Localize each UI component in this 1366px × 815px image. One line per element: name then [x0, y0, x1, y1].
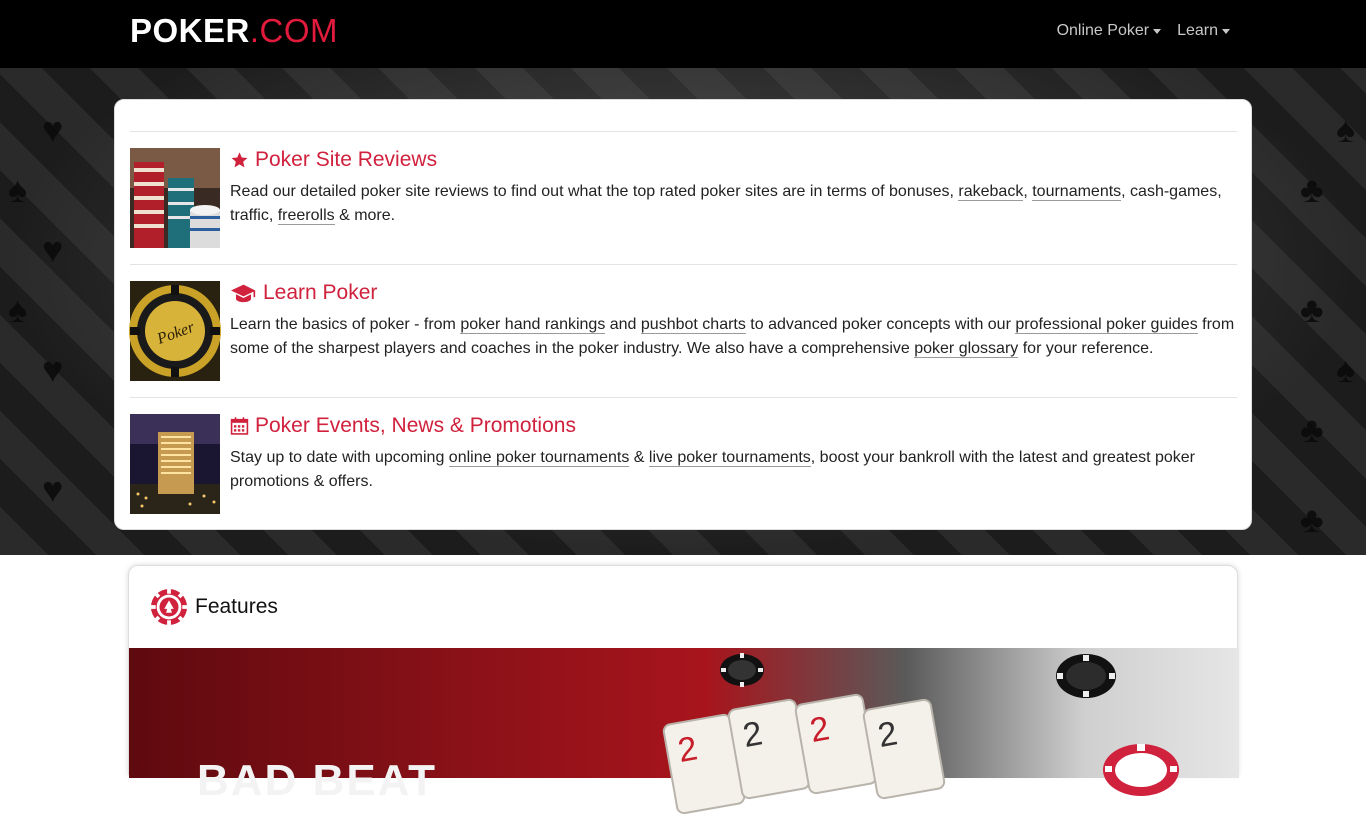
heart-suit-icon: ♥ [42, 229, 64, 270]
card-rank: 2 [675, 729, 701, 770]
text-segment: & more. [334, 207, 396, 224]
features-card [128, 565, 1238, 805]
heart-suit-icon: ♥ [42, 349, 64, 390]
rakeback-link[interactable]: rakeback [958, 183, 1024, 200]
nav-learn-label: Learn [1177, 22, 1218, 39]
section-title-link[interactable] [230, 148, 437, 172]
text-segment: Stay up to date with upcoming [230, 449, 449, 466]
spade-suit-icon: ♠ [1336, 349, 1356, 390]
card-rank: 2 [740, 714, 766, 755]
text-segment: and [605, 316, 641, 333]
pushbot-charts-link[interactable]: pushbot charts [640, 316, 746, 333]
tournaments-link[interactable]: tournaments [1032, 183, 1122, 200]
spade-suit-icon: ♠ [8, 289, 28, 330]
text-segment: , boost your bankroll with the latest and greatest poker promotions & offers. [230, 449, 1195, 490]
text-segment: Read our detailed poker site reviews to find out what the top rated poker sites are in terms of bonuses, [230, 183, 959, 200]
playing-card [862, 698, 947, 801]
text-segment: from some of the sharpest players and coaches in the poker industry. We also have a comprehensive [230, 316, 1235, 357]
text-segment: , [1023, 183, 1033, 200]
nav-online-poker-label: Online Poker [1056, 22, 1150, 39]
sections-card [114, 99, 1252, 530]
features-title: Features [195, 595, 278, 618]
bad-beat-banner[interactable] [129, 648, 1239, 805]
banner-text: BAD BEAT [197, 756, 438, 805]
club-suit-icon: ♣ [1300, 169, 1324, 210]
logo-text-tld: .COM [249, 12, 339, 49]
freerolls-link[interactable]: freerolls [277, 207, 335, 224]
poker-hand-rankings-link[interactable]: poker hand rankings [460, 316, 606, 333]
professional-poker-guides-link[interactable]: professional poker guides [1015, 316, 1198, 333]
casino-city-thumbnail[interactable] [130, 414, 220, 514]
divider [130, 131, 1237, 132]
graduation-cap-icon [230, 283, 257, 303]
section-description [230, 446, 1240, 494]
divider [130, 264, 1237, 265]
calendar-icon [230, 416, 249, 436]
nav-learn-dropdown[interactable] [1177, 22, 1230, 40]
text-segment: , cash-games, traffic, [230, 183, 1222, 224]
text-segment: to advanced poker concepts with our [745, 316, 1016, 333]
nav-online-poker-dropdown[interactable] [1057, 22, 1162, 40]
nav-links [1057, 22, 1230, 40]
spade-suit-icon: ♠ [1336, 109, 1356, 150]
section-title-link[interactable] [230, 281, 377, 305]
section-poker-events [130, 414, 1237, 514]
site-logo[interactable] [130, 12, 339, 49]
features-header [150, 588, 278, 626]
text-segment: Learn the basics of poker - from [230, 316, 461, 333]
svg-text:Poker: Poker [154, 318, 197, 348]
poker-chip-thumbnail[interactable] [130, 281, 220, 381]
section-title: Learn Poker [263, 281, 378, 304]
text-segment: & [629, 449, 649, 466]
online-poker-tournaments-link[interactable]: online poker tournaments [448, 449, 630, 466]
section-description [230, 180, 1240, 228]
club-suit-icon: ♣ [1300, 289, 1324, 330]
section-poker-site-reviews [130, 148, 1237, 248]
divider [130, 397, 1237, 398]
logo-text-main: POKER [130, 12, 250, 49]
poker-chips-thumbnail[interactable] [130, 148, 220, 248]
section-title: Poker Site Reviews [255, 148, 438, 171]
card-rank: 2 [807, 709, 833, 750]
section-title-link[interactable] [230, 414, 576, 438]
poker-chip-icon [1051, 648, 1121, 704]
section-learn-poker [130, 281, 1237, 381]
club-suit-icon: ♣ [1300, 499, 1324, 540]
chevron-down-icon [1153, 29, 1161, 34]
poker-chip-icon [150, 588, 188, 626]
heart-suit-icon: ♥ [42, 469, 64, 510]
poker-chip-icon [1101, 740, 1181, 780]
section-description [230, 313, 1240, 361]
star-icon [230, 151, 249, 169]
text-segment: for your reference. [1018, 340, 1154, 357]
card-rank: 2 [875, 714, 901, 755]
poker-glossary-link[interactable]: poker glossary [914, 340, 1019, 357]
playing-card [794, 693, 879, 796]
spade-suit-icon: ♠ [8, 169, 28, 210]
poker-chip-icon [717, 648, 767, 692]
heart-suit-icon: ♥ [42, 109, 64, 150]
chevron-down-icon [1222, 29, 1230, 34]
top-navbar [0, 0, 1366, 68]
club-suit-icon: ♣ [1300, 409, 1324, 450]
live-poker-tournaments-link[interactable]: live poker tournaments [648, 449, 811, 466]
section-title: Poker Events, News & Promotions [255, 414, 576, 437]
